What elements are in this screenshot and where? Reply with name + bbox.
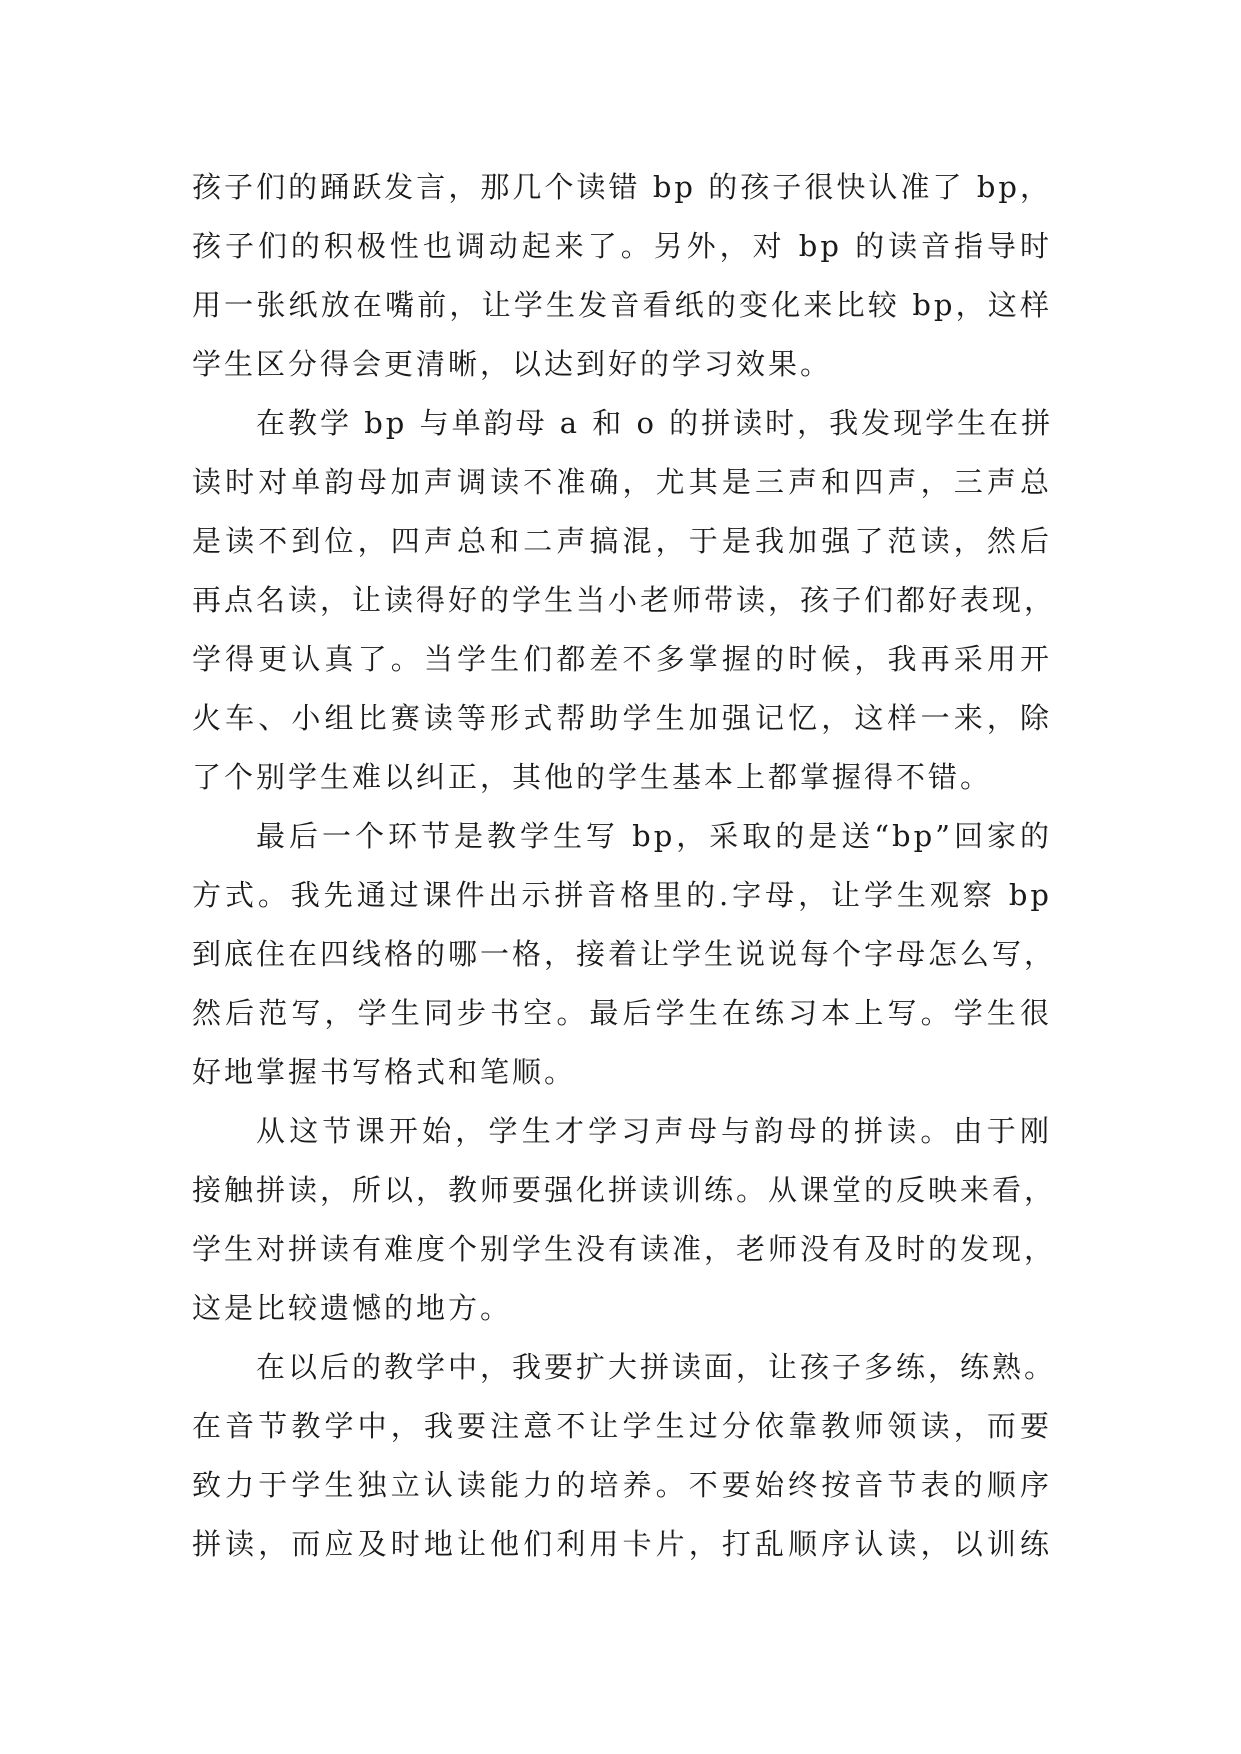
paragraph-line: 在音节教学中，我要注意不让学生过分依靠教师领读，而要 [192,1409,1052,1443]
paragraph-line: 是读不到位，四声总和二声搞混，于是我加强了范读，然后 [192,524,1052,558]
paragraph-line: 在以后的教学中，我要扩大拼读面，让孩子多练，练熟。 [256,1350,1057,1384]
paragraph-5 [192,1338,1057,1574]
paragraph-line: 读时对单韵母加声调读不准确，尤其是三声和四声，三声总 [192,465,1052,499]
paragraph-line: 用一张纸放在嘴前，让学生发音看纸的变化来比较 bp，这样 [192,288,1052,322]
paragraph-line: 孩子们的积极性也调动起来了。另外，对 bp 的读音指导时 [192,229,1052,263]
paragraph-1 [192,158,1052,394]
paragraph-line: 到底住在四线格的哪一格，接着让学生说说每个字母怎么写， [192,937,1057,971]
paragraph-line: 致力于学生独立认读能力的培养。不要始终按音节表的顺序 [192,1468,1052,1502]
document-body [192,158,1057,1574]
paragraph-line: 了个别学生难以纠正，其他的学生基本上都掌握得不错。 [192,760,993,794]
paragraph-line: 然后范写，学生同步书空。最后学生在练习本上写。学生很 [192,996,1052,1030]
paragraph-line: 好地掌握书写格式和笔顺。 [192,1055,577,1089]
paragraph-line: 火车、小组比赛读等形式帮助学生加强记忆，这样一来，除 [192,701,1052,735]
paragraph-line: 学生对拼读有难度个别学生没有读准，老师没有及时的发现， [192,1232,1057,1266]
paragraph-3 [192,807,1057,1102]
paragraph-line: 方式。我先通过课件出示拼音格里的.字母，让学生观察 bp [192,878,1052,912]
paragraph-4 [192,1102,1057,1338]
paragraph-line: 学得更认真了。当学生们都差不多掌握的时候，我再采用开 [192,642,1052,676]
paragraph-line: 孩子们的踊跃发言，那几个读错 bp 的孩子很快认准了 bp， [192,170,1052,204]
paragraph-2 [192,394,1057,807]
paragraph-line: 接触拼读，所以，教师要强化拼读训练。从课堂的反映来看， [192,1173,1057,1207]
paragraph-line: 在教学 bp 与单韵母 a 和 o 的拼读时，我发现学生在拼 [256,406,1054,440]
paragraph-line: 最后一个环节是教学生写 bp，采取的是送“bp”回家的 [256,819,1052,853]
paragraph-line: 从这节课开始，学生才学习声母与韵母的拼读。由于刚 [256,1114,1052,1148]
paragraph-line: 再点名读，让读得好的学生当小老师带读，孩子们都好表现， [192,583,1057,617]
paragraph-line: 学生区分得会更清晰，以达到好的学习效果。 [192,347,833,381]
paragraph-line: 拼读，而应及时地让他们利用卡片，打乱顺序认读，以训练 [192,1527,1052,1561]
paragraph-line: 这是比较遗憾的地方。 [192,1291,513,1325]
